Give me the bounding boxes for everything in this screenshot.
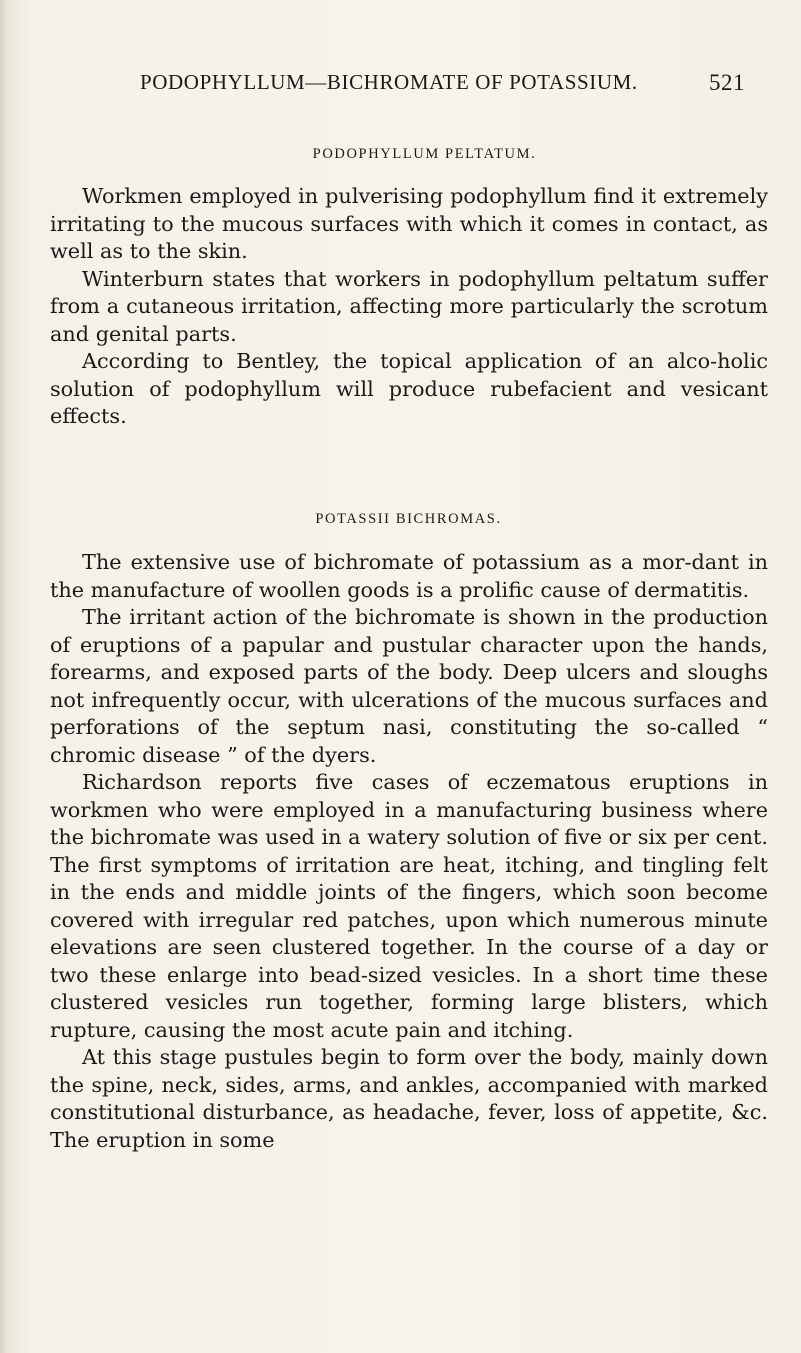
- section-body-potassii-bichromas: [50, 549, 768, 1154]
- paragraph: The irritant action of the bichromate is shown in the production of eruptions of a papular and pustular character upon the hands, forearms, and exposed parts of the body. Deep ulcers and sloughs not infrequently occur, with ulcerations of the mucous surfaces and perforations of the septum nasi, constituting the so-called “ chromic disease ” of the dyers.: [50, 605, 768, 767]
- section-heading-podophyllum: PODOPHYLLUM PELTATUM.: [312, 146, 537, 162]
- paragraph: At this stage pustules begin to form over the body, mainly down the spine, neck, sides, arms, and ankles, accompanied with marked constitutional disturbance, as headache, fever, loss of appetite, &c. The eruption in some: [50, 1045, 768, 1152]
- paragraph: According to Bentley, the topical application of an alco-holic solution of podophyllum will produce rubefacient and vesicant effects.: [50, 349, 768, 428]
- paragraph: Richardson reports five cases of eczematous eruptions in workmen who were employed in a manufacturing business where the bichromate was used in a watery solution of five or six per cent. The first symptoms of irritation are heat, itching, and tingling felt in the ends and middle joints of the fingers, which soon become covered with irregular red patches, upon which numerous minute elevations are seen clustered together. In the course of a day or two these enlarge into bead-sized vesicles. In a short time these clustered vesicles run together, forming large blisters, which rupture, causing the most acute pain and itching.: [50, 770, 768, 1042]
- section-heading-potassii-bichromas: POTASSII BICHROMAS.: [315, 511, 502, 527]
- paragraph: Workmen employed in pulverising podophyllum find it extremely irritating to the mucous surfaces with which it comes in contact, as well as to the skin.: [50, 184, 768, 263]
- section-body-podophyllum: [50, 183, 768, 431]
- paragraph: Winterburn states that workers in podophyllum peltatum suffer from a cutaneous irritation, affecting more particularly the scrotum and genital parts.: [50, 266, 768, 346]
- page-number: 521: [709, 70, 745, 95]
- paragraph: The extensive use of bichromate of potassium as a mor-dant in the manufacture of woollen goods is a prolific cause of dermatitis.: [50, 550, 768, 602]
- running-head: PODOPHYLLUM—BICHROMATE OF POTASSIUM.: [140, 70, 638, 94]
- page-edge-shadow: [0, 0, 8, 1353]
